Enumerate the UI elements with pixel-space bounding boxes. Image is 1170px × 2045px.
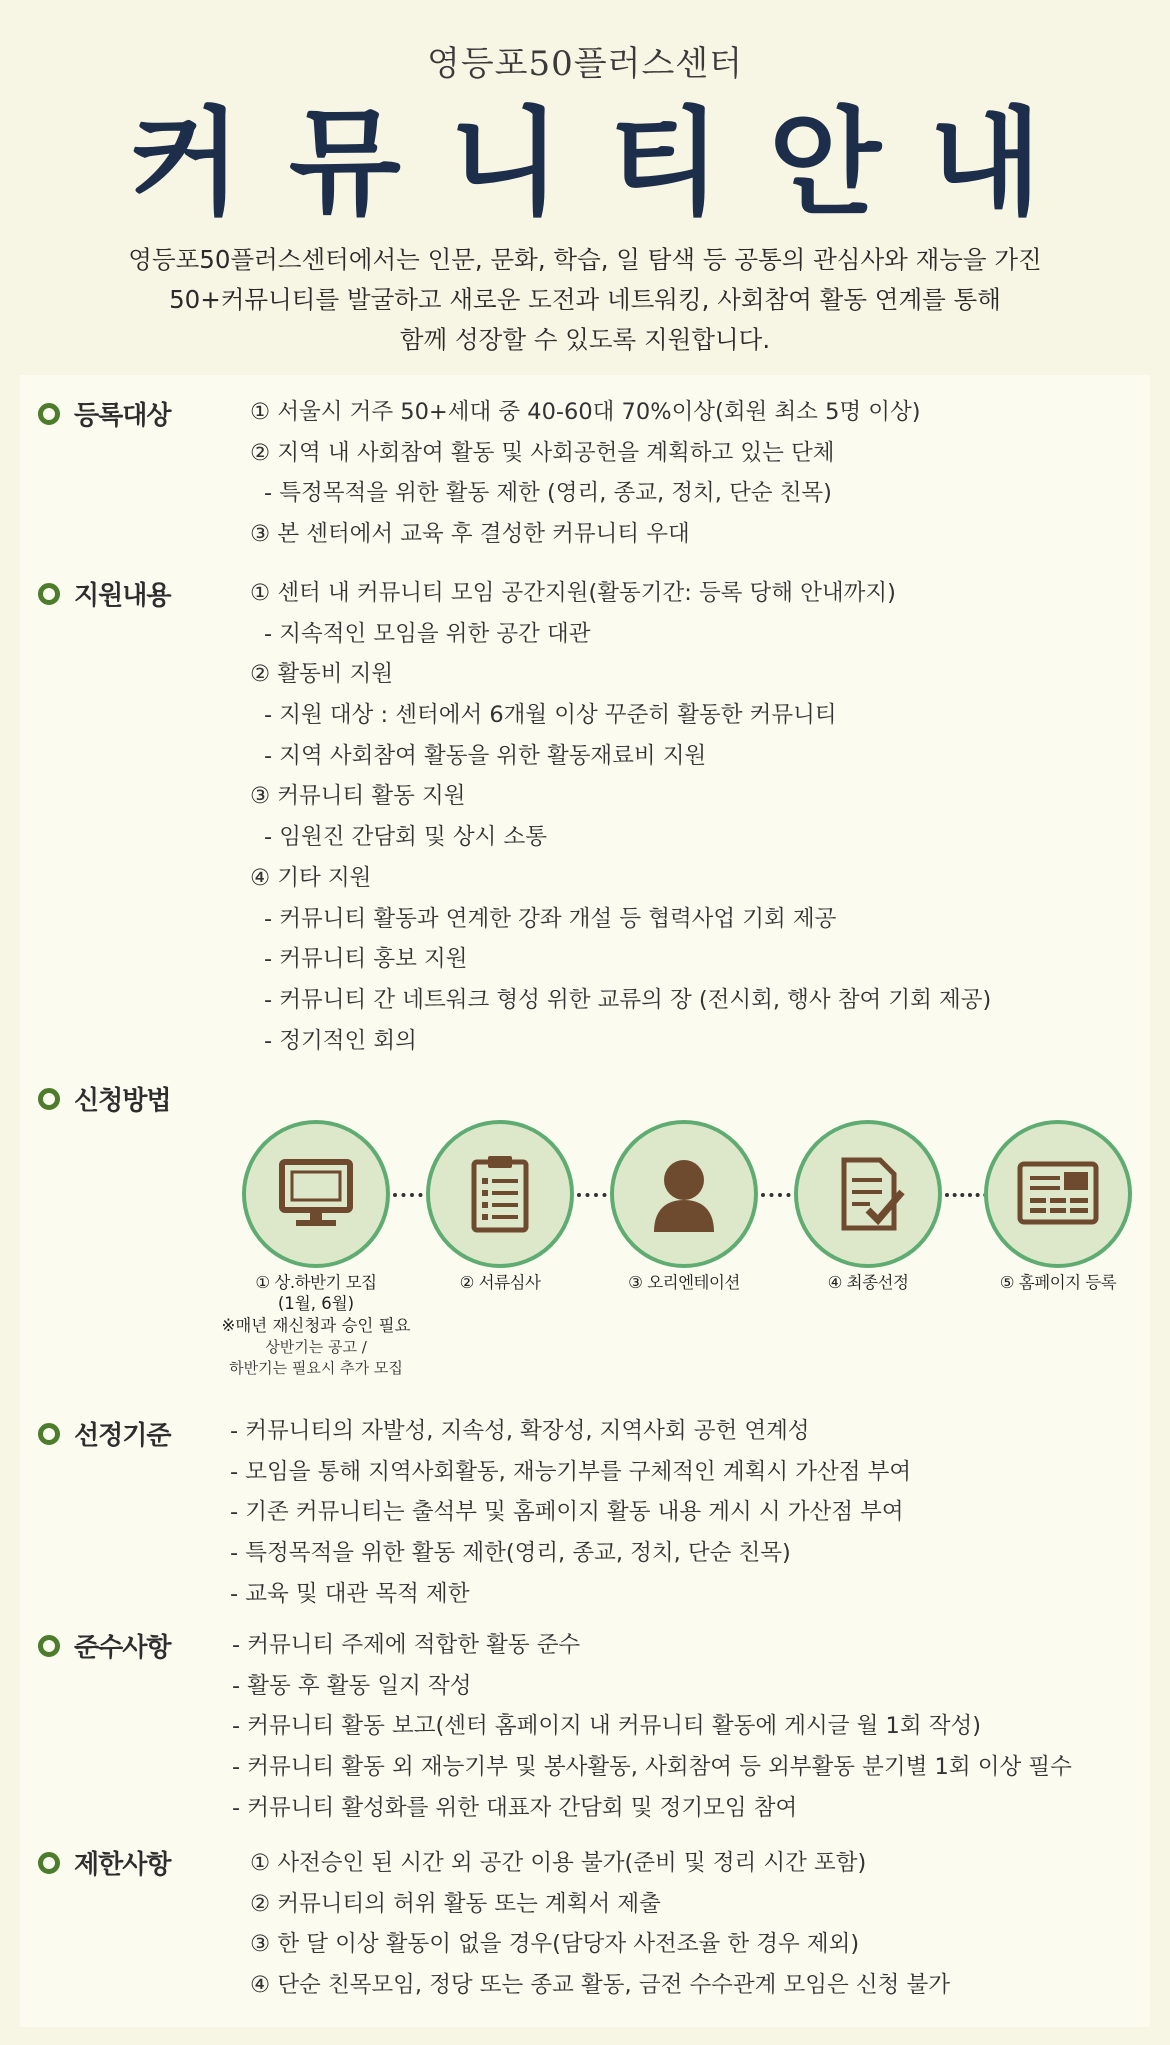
bullet-ring-icon — [38, 1635, 60, 1657]
list-item: ① 사전승인 된 시간 외 공간 이용 불가(준비 및 정리 시간 포함) — [250, 1850, 867, 1876]
section-label: 선정기준 — [74, 1421, 171, 1451]
second-half-note: 하반기는 필요시 추가 모집 — [229, 1359, 403, 1377]
list-item: - 커뮤니티 간 네트워크 형성 위한 교류의 장 (전시회, 행사 참여 기회 제공) — [264, 986, 992, 1013]
bullet-ring-icon — [38, 1423, 60, 1445]
section-registration-list — [250, 392, 921, 555]
list-item: - 특정목적을 위한 활동 제한 (영리, 종교, 정치, 단순 친목) — [264, 480, 832, 507]
list-item: - 정기적인 회의 — [264, 1027, 417, 1054]
section-registration-heading — [38, 395, 170, 432]
web-card-icon — [1012, 1148, 1104, 1240]
list-item: ① 센터 내 커뮤니티 모임 공간지원(활동기간: 등록 당해 안내까지) — [250, 580, 896, 606]
section-criteria-list — [230, 1411, 911, 1614]
section-label: 지원내용 — [74, 581, 171, 611]
bullet-ring-icon — [38, 1852, 60, 1874]
list-item: ③ 한 달 이상 활동이 없을 경우(담당자 사전조율 한 경우 제외) — [250, 1931, 860, 1958]
section-label: 등록대상 — [74, 401, 171, 431]
intro-line: 50+커뮤니티를 발굴하고 새로운 도전과 네트워킹, 사회참여 활동 연계를 통해 — [169, 285, 1001, 314]
section-restrictions-list — [250, 1843, 950, 2006]
step-label: ④ 최종선정 — [827, 1273, 909, 1292]
section-support-heading — [38, 575, 170, 612]
section-label: 준수사항 — [74, 1633, 171, 1663]
list-item: - 커뮤니티 활동 외 재능기부 및 봉사활동, 사회참여 등 외부활동 분기별 1회 이상 필수 — [232, 1754, 1072, 1781]
list-item: - 지역 사회참여 활동을 위한 활동재료비 지원 — [264, 742, 707, 769]
person-icon — [638, 1148, 730, 1240]
list-item: ④ 단순 친목모임, 정당 또는 종교 활동, 금전 수수관계 모임은 신청 불가 — [250, 1972, 950, 1999]
list-item: ① 서울시 거주 50+세대 중 40-60대 70%이상(회원 최소 5명 이상) — [250, 399, 921, 425]
list-item: ④ 기타 지원 — [250, 864, 372, 891]
list-item: ② 지역 내 사회참여 활동 및 사회공헌을 계획하고 있는 단체 — [250, 439, 835, 466]
list-item: - 커뮤니티 홍보 지원 — [264, 946, 468, 973]
step-homepage-registration — [984, 1120, 1132, 1268]
step-document-review — [426, 1120, 574, 1268]
center-name: 영등포50플러스센터 — [426, 44, 743, 84]
list-item: - 커뮤니티의 자발성, 지속성, 확장성, 지역사회 공헌 연계성 — [230, 1418, 810, 1444]
list-item: - 모임을 통해 지역사회활동, 재능기부를 구체적인 계획시 가산점 부여 — [230, 1458, 912, 1485]
bullet-ring-icon — [38, 1088, 60, 1110]
bullet-ring-icon — [38, 583, 60, 605]
list-item: - 임원진 간담회 및 상시 소통 — [264, 824, 547, 851]
step-label: ① 상.하반기 모집 — [255, 1273, 377, 1292]
list-item: - 커뮤니티 주제에 적합한 활동 준수 — [232, 1632, 581, 1658]
section-apply-heading — [38, 1080, 170, 1117]
list-item: - 커뮤니티 활동과 연계한 강좌 개설 등 협력사업 기회 제공 — [264, 905, 837, 932]
list-item: - 커뮤니티 활동 보고(센터 홈페이지 내 커뮤니티 활동에 게시글 월 1회 작성) — [232, 1713, 981, 1740]
intro-text — [60, 240, 1110, 360]
list-item: - 지속적인 모임을 위한 공간 대관 — [264, 620, 591, 647]
section-criteria-heading — [38, 1415, 170, 1452]
step-orientation — [610, 1120, 758, 1268]
list-item: - 커뮤니티 활성화를 위한 대표자 간담회 및 정기모임 참여 — [232, 1794, 798, 1821]
bullet-ring-icon — [38, 403, 60, 425]
section-support-list — [250, 573, 991, 1061]
step-recruit — [242, 1120, 390, 1268]
section-compliance-heading — [38, 1627, 170, 1664]
step-final-selection — [794, 1120, 942, 1268]
list-item: - 특정목적을 위한 활동 제한(영리, 종교, 정치, 단순 친목) — [230, 1540, 791, 1567]
intro-line: 영등포50플러스센터에서는 인문, 문화, 학습, 일 탐색 등 공통의 관심사와 재능을 가진 — [128, 245, 1042, 274]
list-item: - 기존 커뮤니티는 출석부 및 홈페이지 활동 내용 게시 시 가산점 부여 — [230, 1499, 904, 1526]
section-label: 제한사항 — [74, 1850, 171, 1880]
step-label: ② 서류심사 — [459, 1273, 541, 1292]
list-item: - 지원 대상 : 센터에서 6개월 이상 꾸준히 활동한 커뮤니티 — [264, 702, 837, 729]
list-item: ③ 커뮤니티 활동 지원 — [250, 783, 466, 810]
list-item: - 활동 후 활동 일지 작성 — [232, 1672, 472, 1699]
list-item: ② 커뮤니티의 허위 활동 또는 계획서 제출 — [250, 1890, 661, 1917]
section-label: 신청방법 — [74, 1086, 171, 1116]
recruit-months: (1월, 6월) — [277, 1294, 355, 1313]
document-check-icon — [822, 1148, 914, 1240]
list-item: ③ 본 센터에서 교육 후 결성한 커뮤니티 우대 — [250, 521, 690, 548]
recruit-notes — [196, 1293, 436, 1379]
renewal-note: ※매년 재신청과 승인 필요 — [221, 1316, 411, 1335]
monitor-icon — [270, 1148, 362, 1240]
clipboard-icon — [454, 1148, 546, 1240]
first-half-note: 상반기는 공고 / — [265, 1338, 367, 1356]
list-item: - 교육 및 대관 목적 제한 — [230, 1580, 470, 1607]
list-item: ② 활동비 지원 — [250, 661, 394, 688]
intro-line: 함께 성장할 수 있도록 지원합니다. — [399, 325, 771, 354]
section-restrictions-heading — [38, 1844, 170, 1881]
page-title: 커뮤니티안내 — [128, 96, 1090, 231]
content-panel — [20, 375, 1150, 2027]
section-compliance-list — [232, 1625, 1072, 1828]
step-label: ⑤ 홈페이지 등록 — [999, 1273, 1117, 1292]
step-label: ③ 오리엔테이션 — [628, 1273, 740, 1292]
